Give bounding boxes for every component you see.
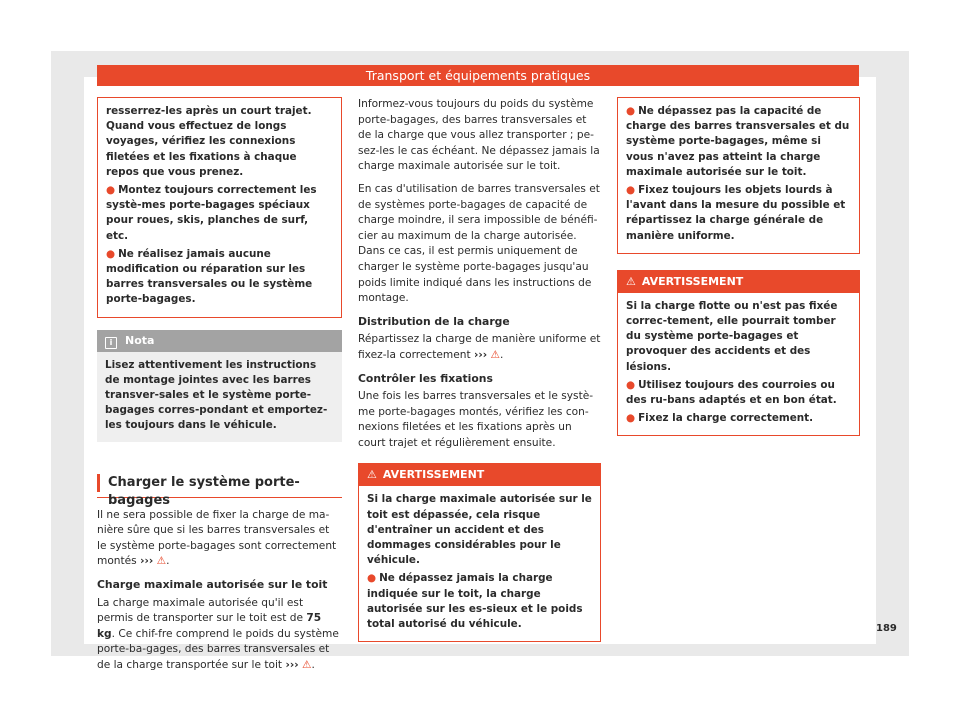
subheading: Charge maximale autorisée sur le toit (97, 578, 328, 592)
note-text: Lisez attentivement les instructions de montage jointes avec les barres transver-sales et le système porte-bagages corres-pondant et emportez-les toujours dans le véhicule. (105, 358, 328, 432)
box-bullet: ● Ne réalisez jamais aucune modification ou réparation sur les barres transversales ou le système porte-bagages. (106, 247, 313, 306)
warning-text: Si la charge flotte ou n'est pas fixée correc-tement, elle pourrait tomber du système porte-bagages et provoquer des accidents et des lésions. (626, 299, 838, 373)
arrows-icon: ››› (285, 659, 299, 671)
paragraph: Une fois les barres transversales et le systè-me porte-bagages montés, vérifiez les con-nexions filetées et les fixations après un court trajet et régulièrement ensuite. (358, 390, 594, 449)
warning-icon: ⚠ (626, 274, 636, 288)
warning-text: Si la charge maximale autorisée sur le toit est dépassée, cela risque d'entraîner un accident et des dommages considérables pour le véhicule. (367, 493, 592, 567)
right-continued-box (617, 97, 860, 254)
page-header: Transport et équipements pratiques (97, 65, 859, 86)
box-bullet: ● Fixez toujours les objets lourds à l'avant dans la mesure du possible et répartissez la charge générale de manière uniforme. (626, 184, 846, 242)
page-number: 189 (876, 623, 897, 634)
note-box (97, 330, 342, 442)
paragraph: En cas d'utilisation de barres transversales et de systèmes porte-bagages de capacité de charge moindre, il sera impossible de bénéfi-cier au maximum de la charge autorisée. Dans ce cas, il est permis uniquement de charger le système porte-bagages jusqu'au poids limite indiqué dans les instructions de montage. (358, 182, 600, 305)
box-bullet: ● Montez toujours correctement les systè-mes porte-bagages spéciaux pour roues, skis, planches de surf, etc. (106, 184, 317, 242)
warning-box (617, 270, 860, 437)
middle-column (358, 97, 601, 642)
section-heading-wrap (97, 474, 342, 508)
bullet-icon: ● (106, 247, 116, 260)
bullet-icon: ● (367, 572, 377, 585)
bullet-icon: ● (626, 412, 636, 425)
warning-icon: ⚠ (156, 555, 167, 568)
warning-header: ⚠ AVERTISSEMENT (618, 271, 859, 293)
box-bullet: ● Ne dépassez pas la capacité de charge des barres transversales et du système porte-bagages, même si vous n'avez pas atteint la charge maximale autorisée sur le toit. (626, 105, 850, 178)
bullet-icon: ● (626, 105, 636, 117)
warning-icon: ⚠ (367, 468, 377, 482)
right-column (617, 97, 860, 436)
paragraph: La charge maximale autorisée qu'il est permis de transporter sur le toit est de 75 kg. Ce chif-fre comprend le poids du système porte-ba-gages, des barres transversales et de la charge transportée sur le toit ››› ⚠. (97, 596, 339, 671)
bullet-icon: ● (106, 184, 116, 197)
left-continued-box (97, 97, 342, 318)
warning-icon: ⚠ (301, 659, 312, 671)
warning-bullet: ● Utilisez toujours des courroies ou des ru-bans adaptés et en bon état. (626, 378, 837, 407)
left-column (97, 97, 342, 681)
box-text: resserrez-les après un court trajet. Quand vous effectuez de longs voyages, vérifiez les connexions filetées et les fixations à chaque repos que vous prenez. (106, 105, 312, 178)
subheading: Contrôler les fixations (358, 371, 493, 385)
paragraph: Répartissez la charge de manière uniforme et fixez-la correctement ››› ⚠. (358, 333, 601, 361)
bullet-icon: ● (626, 184, 636, 197)
warning-bullet: ● Fixez la charge correctement. (626, 412, 814, 425)
paragraph: Informez-vous toujours du poids du système porte-bagages, des barres transversales et de la charge que vous allez transporter ; pe-sez-les le cas échéant. Ne dépassez jamais la charge maximale autorisée sur le toit. (358, 98, 600, 173)
paragraph: Il ne sera possible de fixer la charge de ma-nière sûre que si les barres transversales et le système porte-bagages sont correctement montés ››› ⚠. (97, 508, 337, 568)
subheading: Distribution de la charge (358, 314, 510, 328)
arrows-icon: ››› (474, 348, 488, 361)
arrows-icon: ››› (140, 555, 154, 568)
note-header: i Nota (97, 330, 342, 352)
warning-icon: ⚠ (490, 348, 500, 361)
warning-box (358, 463, 601, 642)
info-icon: i (105, 337, 117, 349)
section-title: Charger le système porte-bagages (97, 474, 342, 492)
bullet-icon: ● (626, 378, 636, 391)
warning-bullet: ● Ne dépassez jamais la charge indiquée sur le toit, la charge autorisée sur les es-sieux et le poids total autorisé du véhicule. (367, 572, 583, 631)
warning-header: ⚠ AVERTISSEMENT (359, 464, 600, 486)
